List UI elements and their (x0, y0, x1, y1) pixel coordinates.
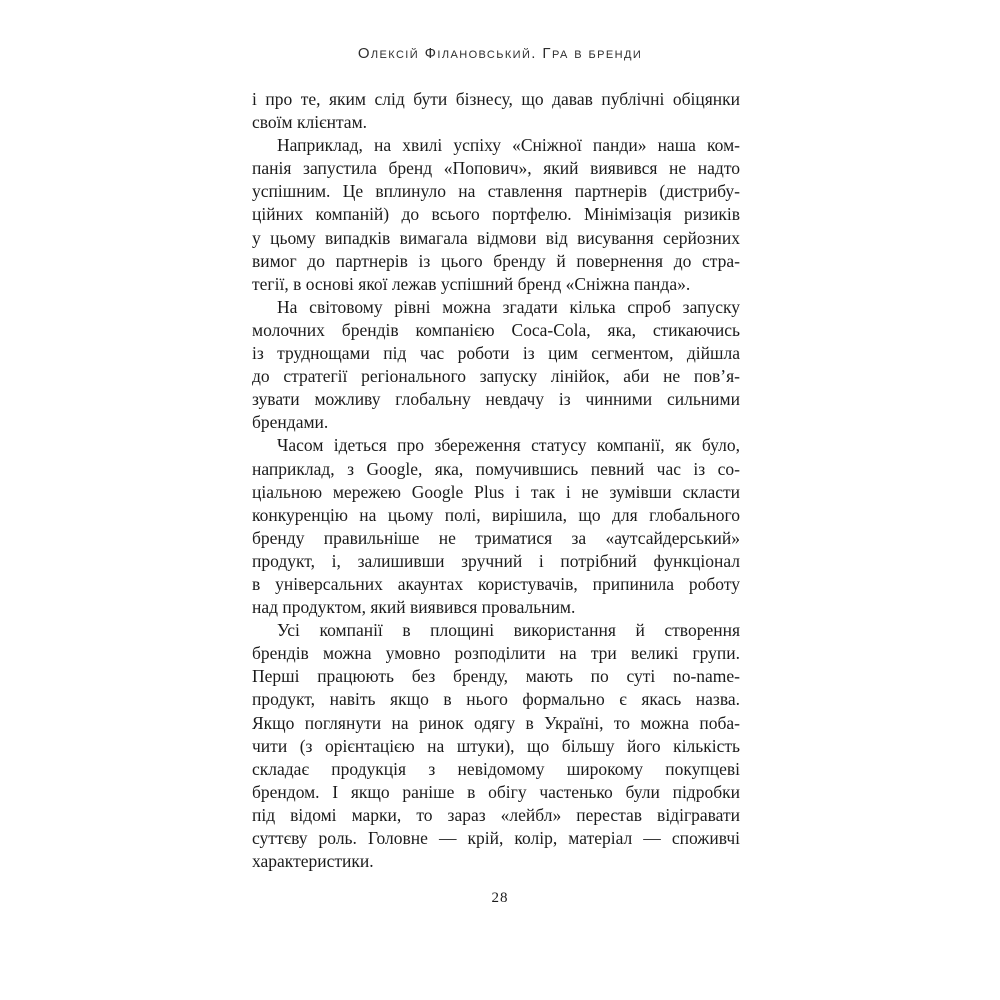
text-line: брендів можна умовно розподілити на три великі групи. (252, 643, 740, 664)
text-line: Наприклад, на хвилі успіху «Сніжної панди» наша ком- (277, 135, 740, 156)
text-line: продукт, навіть якщо в нього формально є якась назва. (252, 689, 740, 710)
running-header: Олексій Філановський. Гра в бренди (357, 45, 643, 62)
text-line: Усі компанії в площині використання й створення (277, 620, 740, 641)
text-line: в універсальних акаунтах користувачів, припинила роботу (252, 573, 740, 594)
text-line: ційних компаній) до всього портфелю. Мінімізація ризиків (252, 204, 740, 225)
text-line: брендом. І якщо раніше в обігу частенько були підробки (252, 781, 740, 802)
text-line: із труднощами під час роботи із цим сегментом, дійшла (252, 343, 740, 364)
paragraph (252, 619, 740, 873)
text-line: суттєву роль. Головне — крій, колір, матеріал — споживчі (252, 828, 740, 848)
page-number: 28 (491, 890, 509, 906)
text-line: конкуренцію на цьому полі, вирішила, що для глобального (252, 504, 740, 525)
paragraph (252, 296, 740, 435)
text-line: На світовому рівні можна згадати кілька спроб запуску (277, 296, 740, 317)
text-line: наприклад, з Google, яка, помучившись певний час із со- (252, 458, 740, 479)
text-line: характеристики. (252, 851, 374, 872)
text-line: зувати можливу глобальну невдачу із чинними сильними (252, 389, 740, 410)
text-line: Часом ідеться про збереження статусу компанії, як було, (277, 435, 740, 456)
text-line: чити (з орієнтацією на штуки), що більшу його кількість (252, 735, 740, 756)
text-line: складає продукція з невідомому широкому покупцеві (252, 758, 740, 779)
text-line: і про те, яким слід бути бізнесу, що давав публічні обіцянки (252, 89, 740, 109)
text-line: продукт, і, залишивши зручний і потрібний функціонал (252, 550, 740, 571)
text-line: молочних брендів компанією Coca-Cola, яка, стикаючись (252, 319, 740, 340)
text-line: бренду правильніше не триматися за «аутсайдерський» (252, 527, 740, 548)
text-line: у цьому випадків вимагала відмови від висування серйозних (252, 227, 740, 248)
text-line: ціальною мережею Google Plus і так і не зумівши скласти (252, 481, 740, 502)
paragraph (252, 434, 740, 619)
text-line: Якщо поглянути на ринок одягу в Україні, то можна поба- (252, 712, 740, 733)
paragraph (252, 88, 740, 134)
text-line: над продуктом, який виявився провальним. (252, 597, 576, 618)
text-line: Перші працюють без бренду, мають по суті no-name- (252, 666, 740, 687)
text-line: брендами. (252, 412, 329, 433)
paragraph (252, 134, 740, 296)
text-line: тегії, в основі якої лежав успішний бренд «Сніжна панда». (252, 273, 691, 294)
text-line: до стратегії регіонального запуску лінійок, аби не пов’я- (252, 366, 740, 387)
text-line: вимог до партнерів із цього бренду й повернення до стра- (252, 250, 740, 271)
text-line: під відомі марки, то зараз «лейбл» перестав відігравати (252, 804, 740, 825)
text-line: панія запустила бренд «Попович», який виявився не надто (252, 158, 740, 179)
text-line: успішним. Це вплинуло на ставлення партнерів (дистрибу- (252, 181, 740, 202)
text-line: своїм клієнтам. (252, 112, 368, 133)
page-text (252, 88, 740, 873)
